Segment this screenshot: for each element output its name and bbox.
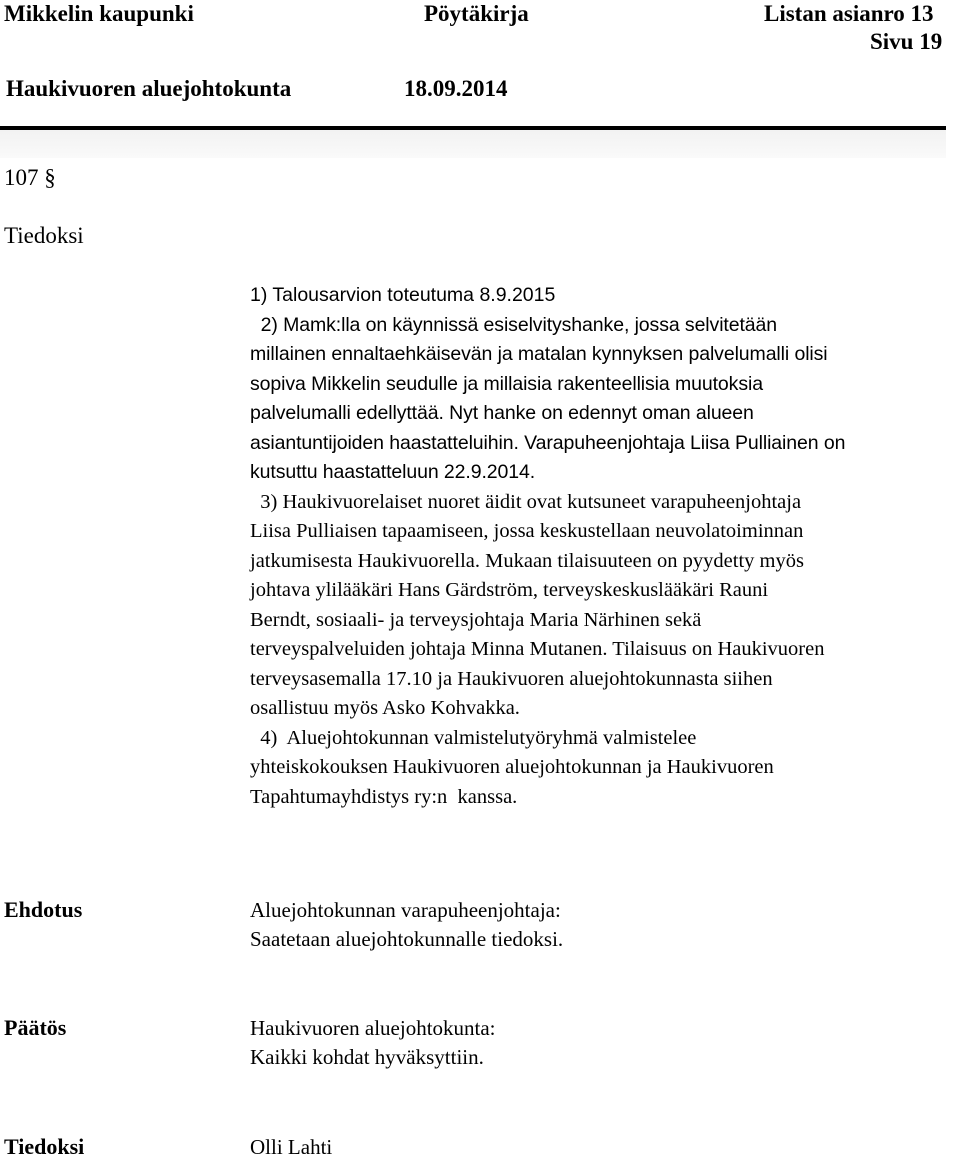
item-3-line: terveysasemalla 17.10 ja Haukivuoren aluejohtokunnasta siihen — [250, 667, 773, 690]
list-item-number: Listan asianro 13 — [764, 1, 934, 26]
proposal-line-1: Aluejohtokunnan varapuheenjohtaja: — [250, 898, 561, 922]
section-title: Tiedoksi — [4, 223, 84, 248]
section-number: 107 § — [4, 165, 56, 190]
item-2-line: asiantuntijoiden haastatteluihin. Varapuheenjohtaja Liisa Pulliainen on — [250, 431, 846, 454]
item-3-line: osallistuu myös Asko Kohvakka. — [250, 697, 520, 719]
item-3-line: terveyspalveluiden johtaja Minna Mutanen. Tilaisuus on Haukivuoren — [250, 638, 825, 660]
distribution-label: Tiedoksi — [4, 1134, 85, 1159]
item-2-line: 2) Mamk:lla on käynnissä esiselvityshanke, jossa selvitetään — [250, 313, 778, 336]
item-4-line: 4) Aluejohtokunnan valmistelutyöryhmä valmistelee — [250, 726, 697, 749]
item-4-line: yhteiskokouksen Haukivuoren aluejohtokunnan ja Haukivuoren — [250, 756, 774, 778]
meeting-date: 18.09.2014 — [404, 76, 508, 101]
decision-line-2: Kaikki kohdat hyväksyttiin. — [250, 1045, 484, 1069]
decision-line-1: Haukivuoren aluejohtokunta: — [250, 1016, 496, 1040]
body-name: Haukivuoren aluejohtokunta — [6, 76, 292, 101]
proposal-label: Ehdotus — [4, 897, 83, 922]
distribution-recipient: Olli Lahti — [250, 1135, 333, 1159]
item-3-line: 3) Haukivuorelaiset nuoret äidit ovat kutsuneet varapuheenjohtaja — [250, 490, 802, 513]
org-name: Mikkelin kaupunki — [4, 1, 194, 26]
document-type: Pöytäkirja — [424, 1, 529, 26]
item-2-line: kutsuttu haastatteluun 22.9.2014. — [250, 461, 536, 483]
proposal-line-2: Saatetaan aluejohtokunnalle tiedoksi. — [250, 927, 564, 951]
item-3-line: jatkumisesta Haukivuorella. Mukaan tilaisuuteen on pyydetty myös — [250, 549, 804, 572]
decision-label: Päätös — [4, 1015, 67, 1040]
item-2-line: palvelumalli edellyttää. Nyt hanke on edennyt oman alueen — [250, 402, 754, 424]
header-divider-shade — [0, 130, 946, 158]
item-2-line: sopiva Mikkelin seudulle ja millaisia rakenteellisia muutoksia — [250, 372, 763, 395]
page-number: Sivu 19 — [870, 29, 943, 54]
item-1-line: 1) Talousarvion toteutuma 8.9.2015 — [250, 284, 556, 306]
item-3-line: johtava ylilääkäri Hans Gärdström, terveyskeskuslääkäri Rauni — [250, 579, 769, 601]
item-4-line: Tapahtumayhdistys ry:n kanssa. — [250, 785, 518, 808]
item-list — [250, 281, 950, 812]
item-3-line: Liisa Pulliaisen tapaamiseen, jossa keskustellaan neuvolatoiminnan — [250, 520, 804, 542]
item-2-line: millainen ennaltaehkäisevän ja matalan kynnyksen palvelumalli olisi — [250, 343, 828, 365]
item-3-line: Berndt, sosiaali- ja terveysjohtaja Maria Närhinen sekä — [250, 608, 702, 631]
